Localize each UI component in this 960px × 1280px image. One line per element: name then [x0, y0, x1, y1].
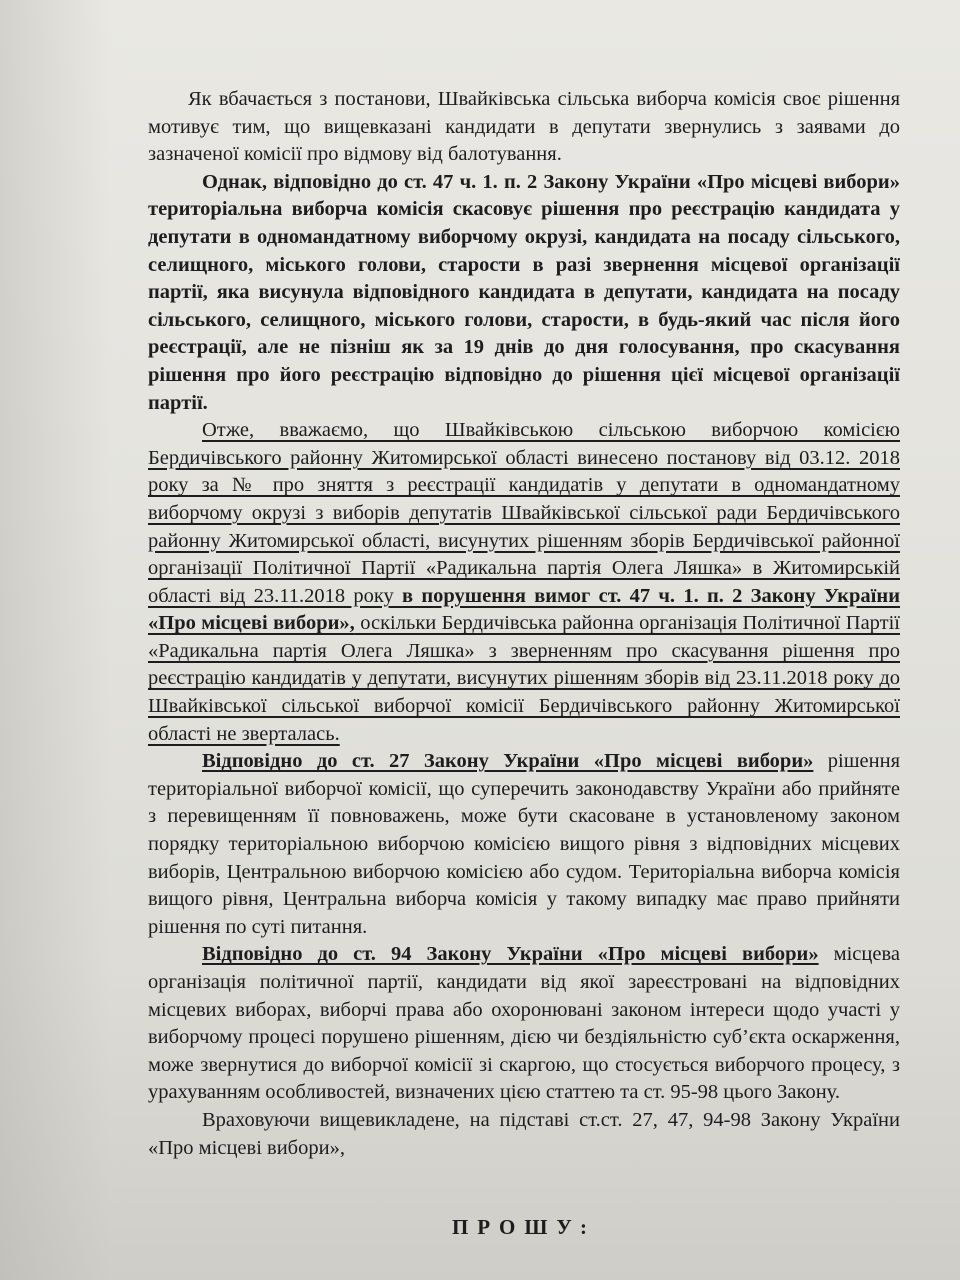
- conclusion-violation-text: в порушення вимог ст. 47 ч. 1. п. 2 Закону України «Про місцеві вибори»,: [148, 584, 901, 635]
- page-shadow: [0, 0, 110, 1280]
- conclusion-text-end: оскільки Бердичівська районна організація Політичної Партії «Радикальна партія Олега Ляшка» з зверненням про скасування рішення про реєстрацію кандидатів у депутати, висунутих рішенням зборів від 23.11.2018 року до Швайківської сільської виборчої комісії Бердичівського районну Житомирської області не зверталась.: [148, 612, 900, 745]
- paragraph-basis: Враховуючи вищевикладене, на підставі ст.ст. 27, 47, 94-98 Закону України «Про місцеві вибори»,: [148, 1108, 900, 1159]
- paragraph-conclusion: [148, 417, 900, 748]
- spacer: [148, 1162, 900, 1214]
- document-body: [148, 86, 900, 1242]
- paragraph-article-94: [148, 941, 900, 1107]
- article-94-lead: Відповідно до ст. 94 Закону України «Про місцеві вибори»: [202, 943, 819, 966]
- paragraph-article-27: [148, 748, 900, 941]
- paragraph-motivation: Як вбачається з постанови, Швайківська сільська виборча комісія своє рішення мотивує тим, що вищевказані кандидати в депутати звернулись з заявами до зазначеної комісії про відмову від балотування.: [148, 88, 900, 166]
- paragraph-article-47: Однак, відповідно до ст. 47 ч. 1. п. 2 Закону України «Про місцеві вибори» територіальна виборча комісія скасовує рішення про реєстрацію кандидата у депутати в одномандатному виборчому окрузі, кандидата на посаду сільського, селищного, міського голови, старости в разі звернення місцевої організації партії, яка висунула відповідного кандидата в депутати, кандидата на посаду сільського, селищного, міського голови, старости, в будь-який час після його реєстрації, але не пізніш як за 19 днів до дня голосування, про скасування рішення про його реєстрацію відповідно до рішення цієї місцевої організації партії.: [148, 170, 900, 414]
- article-27-text: рішення територіальної виборчої комісії, що суперечить законодавству України або прийняте з перевищенням її повноважень, може бути скасоване в установленому законом порядку територіальною виборчою комісією вищого рівня з відповідних місцевих виборів, Центральною виборчою комісією або судом. Територіальна виборча комісія вищого рівня, Центральна виборча комісія у такому випадку має право прийняти рішення по суті питання.: [148, 750, 900, 938]
- request-heading: ПРОШУ:: [451, 1215, 597, 1240]
- article-94-text: місцева організація політичної партії, кандидати від якої зареєстровані на відповідних місцевих виборах, виборчі права або охоронювані законом інтереси щодо участі у виборчому процесі порушено рішенням, дією чи бездіяльністю суб’єкта оскарження, може звернутися до виборчої комісії зі скаргою, що стосується виборчого процесу, з урахуванням особливостей, визначених цією статтею та ст. 95-98 цього Закону.: [148, 943, 900, 1104]
- conclusion-text-start: Отже, вважаємо, що Швайківською сільською виборчою комісією Бердичівського районну Житомирської області винесено постанову від 03.12. 2018 року за № про зняття з реєстрації кандидатів у депутати в одномандатному виборчому окрузі з виборів депутатів Швайківської сільської ради Бердичівського районну Житомирської області, висунутих рішенням зборів Бердичівської районної організації Політичної Партії «Радикальна партія Олега Ляшка» в Житомирській області від 23.11.2018 року: [148, 419, 900, 607]
- article-27-lead: Відповідно до ст. 27 Закону України «Про місцеві вибори»: [202, 750, 814, 773]
